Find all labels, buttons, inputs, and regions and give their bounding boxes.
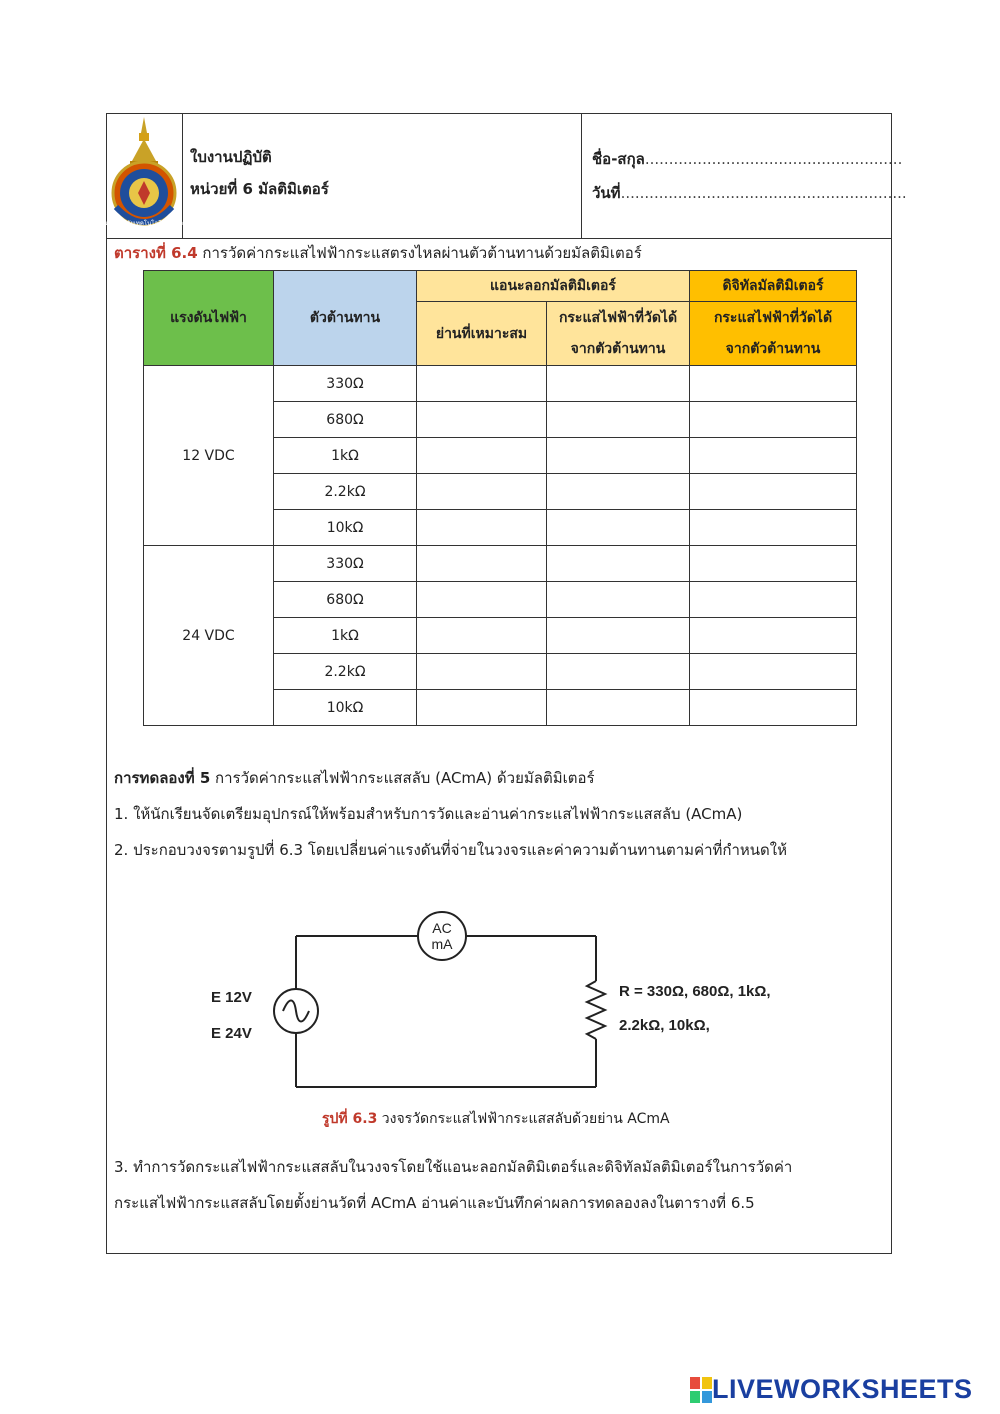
logo-cell: [101, 113, 187, 238]
block-1: [690, 1377, 700, 1389]
answer-cell[interactable]: [417, 438, 547, 474]
worksheet-header: [101, 113, 907, 239]
answer-cell[interactable]: [690, 366, 857, 402]
answer-cell[interactable]: [690, 438, 857, 474]
answer-cell[interactable]: [417, 582, 547, 618]
experiment-title-text: การวัดค่ากระแสไฟฟ้ากระแสสลับ (ACmA) ด้วยมัลติมิเตอร์: [210, 769, 595, 787]
source-label-12v: E 12V: [211, 989, 252, 1006]
answer-cell[interactable]: [690, 402, 857, 438]
svg-text:มหาวิทยาลัยเทคโนโลยีราชมงคล: มหาวิทยาลัยเทคโนโลยีราชมงคล: [101, 220, 187, 227]
circuit-diagram: [190, 905, 630, 1100]
resistor-cell: 330Ω: [274, 366, 417, 402]
header-digital: ดิจิทัลมัลติมิเตอร์: [690, 271, 857, 302]
answer-cell[interactable]: [690, 618, 857, 654]
resistor-symbol: [587, 981, 605, 1039]
answer-cell[interactable]: [547, 438, 690, 474]
answer-cell[interactable]: [547, 690, 690, 726]
answer-cell[interactable]: [417, 618, 547, 654]
figure-number: รูปที่ 6.3: [322, 1111, 378, 1127]
measurement-table: [143, 270, 857, 726]
answer-cell[interactable]: [547, 546, 690, 582]
unit-title: หน่วยที่ 6 มัลติมิเตอร์: [190, 180, 329, 198]
table-caption-number: ตารางที่ 6.4: [114, 244, 198, 262]
answer-cell[interactable]: [547, 654, 690, 690]
sine-wave-icon: [283, 1001, 309, 1022]
resistor-values-line1: R = 330Ω, 680Ω, 1kΩ,: [619, 983, 771, 1000]
answer-cell[interactable]: [417, 402, 547, 438]
worksheet-title: ใบงานปฏิบัติ: [190, 148, 272, 166]
liveworksheets-text: LIVEWORKSHEETS: [712, 1374, 973, 1404]
header-analog-range: ย่านที่เหมาะสม: [417, 302, 547, 366]
liveworksheets-blocks-icon: [690, 1377, 712, 1403]
table-caption-text: การวัดค่ากระแสไฟฟ้ากระแสตรงไหลผ่านตัวต้านทานด้วยมัลติมิเตอร์: [197, 244, 642, 262]
header-digital-current-sub: จากตัวต้านทาน: [690, 334, 857, 366]
header-analog: แอนะลอกมัลติมิเตอร์: [417, 271, 690, 302]
experiment-number: การทดลองที่ 5: [114, 769, 211, 787]
liveworksheets-logo[interactable]: [690, 1374, 973, 1405]
answer-cell[interactable]: [547, 510, 690, 546]
block-4: [702, 1391, 712, 1403]
answer-cell[interactable]: [690, 690, 857, 726]
resistor-cell: 680Ω: [274, 582, 417, 618]
university-emblem: [101, 113, 187, 238]
resistor-cell: 1kΩ: [274, 618, 417, 654]
header-analog-current: กระแสไฟฟ้าที่วัดได้: [547, 302, 690, 334]
answer-cell[interactable]: [417, 654, 547, 690]
ammeter-label-ac: AC: [432, 920, 452, 936]
answer-cell[interactable]: [547, 474, 690, 510]
step-2: 2. ประกอบวงจรตามรูปที่ 6.3 โดยเปลี่ยนค่าแรงดันที่จ่ายในวงจรและค่าความต้านทานตามค่าที่กำหนดให้: [114, 841, 787, 859]
name-label: ชื่อ-สกุล: [592, 150, 645, 168]
answer-cell[interactable]: [417, 690, 547, 726]
answer-cell[interactable]: [417, 546, 547, 582]
date-dots: ............................................................: [620, 184, 907, 202]
step-3-line2: กระแสไฟฟ้ากระแสสลับโดยตั้งย่านวัดที่ ACmA อ่านค่าและบันทึกค่าผลการทดลองลงในตารางที่ 6.5: [114, 1194, 755, 1212]
answer-cell[interactable]: [547, 366, 690, 402]
name-field[interactable]: [592, 147, 902, 171]
resistor-cell: 10kΩ: [274, 510, 417, 546]
figure-caption-text: วงจรวัดกระแสไฟฟ้ากระแสสลับด้วยย่าน ACmA: [377, 1111, 670, 1127]
header-digital-current: กระแสไฟฟ้าที่วัดได้: [690, 302, 857, 334]
ammeter-label-ma: mA: [431, 936, 453, 952]
experiment-title: [114, 766, 595, 790]
block-3: [690, 1391, 700, 1403]
answer-cell[interactable]: [547, 582, 690, 618]
resistor-cell: 1kΩ: [274, 438, 417, 474]
answer-cell[interactable]: [690, 654, 857, 690]
answer-cell[interactable]: [547, 402, 690, 438]
block-2: [702, 1377, 712, 1389]
voltage-cell: 24 VDC: [144, 546, 274, 726]
resistor-cell: 2.2kΩ: [274, 474, 417, 510]
answer-cell[interactable]: [547, 618, 690, 654]
header-voltage: แรงดันไฟฟ้า: [144, 271, 274, 366]
step-1: 1. ให้นักเรียนจัดเตรียมอุปกรณ์ให้พร้อมสำหรับการวัดและอ่านค่ากระแสไฟฟ้ากระแสสลับ (ACmA): [114, 805, 743, 823]
answer-cell[interactable]: [417, 366, 547, 402]
answer-cell[interactable]: [690, 582, 857, 618]
figure-caption: [322, 1108, 670, 1130]
step-3-line1: 3. ทำการวัดกระแสไฟฟ้ากระแสสลับในวงจรโดยใช้แอนะลอกมัลติมิเตอร์และดิจิทัลมัลติมิเตอร์ในการวัดค่า: [114, 1158, 793, 1176]
name-dots: ......................................................: [644, 150, 903, 168]
resistor-cell: 2.2kΩ: [274, 654, 417, 690]
header-resistor: ตัวต้านทาน: [274, 271, 417, 366]
answer-cell[interactable]: [417, 510, 547, 546]
date-label: วันที่: [592, 184, 621, 202]
voltage-cell: 12 VDC: [144, 366, 274, 546]
header-analog-current-sub: จากตัวต้านทาน: [547, 334, 690, 366]
title-cell: [182, 113, 582, 238]
answer-cell[interactable]: [690, 510, 857, 546]
resistor-cell: 10kΩ: [274, 690, 417, 726]
answer-cell[interactable]: [690, 474, 857, 510]
answer-cell[interactable]: [417, 474, 547, 510]
resistor-values-line2: 2.2kΩ, 10kΩ,: [619, 1017, 710, 1034]
source-label-24v: E 24V: [211, 1025, 252, 1042]
resistor-cell: 680Ω: [274, 402, 417, 438]
answer-cell[interactable]: [690, 546, 857, 582]
table-caption: [114, 241, 642, 265]
resistor-cell: 330Ω: [274, 546, 417, 582]
date-field[interactable]: [592, 181, 907, 205]
